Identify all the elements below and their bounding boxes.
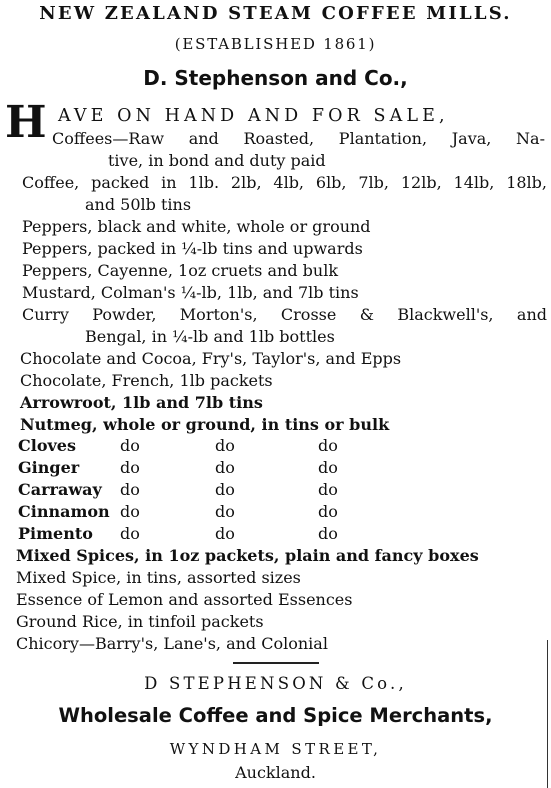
ditto-mark: do — [215, 436, 235, 455]
ditto-mark: do — [120, 524, 140, 543]
ditto-mark: do — [215, 458, 235, 477]
item-coffee-packed-cont: and 50lb tins — [85, 195, 192, 214]
ditto-mark: do — [318, 436, 338, 455]
item-mixed-spices-packets: Mixed Spices, in 1oz packets, plain and fancy boxes — [16, 546, 479, 565]
item-ground-rice: Ground Rice, in tinfoil packets — [16, 612, 264, 631]
ditto-mark: do — [120, 436, 140, 455]
firm-name-heading: D. Stephenson and Co., — [143, 66, 408, 90]
item-coffee-packed: Coffee, packed in 1lb. 2lb, 4lb, 6lb, 7lb, 12lb, 14lb, 18lb, — [22, 173, 547, 192]
ditto-mark: do — [318, 458, 338, 477]
item-curry: Curry Powder, Morton's, Crosse & Blackwell's, and — [22, 305, 547, 324]
ditto-mark: do — [215, 480, 235, 499]
footer-city: Auckland. — [235, 763, 316, 782]
ditto-mark: do — [318, 524, 338, 543]
item-peppers-cayenne: Peppers, Cayenne, 1oz cruets and bulk — [22, 261, 339, 280]
intro-line: AVE ON HAND AND FOR SALE, — [58, 106, 449, 126]
ditto-mark: do — [318, 502, 338, 521]
ditto-mark: do — [215, 502, 235, 521]
ditto-mark: do — [318, 480, 338, 499]
ditto-mark: do — [120, 502, 140, 521]
spice-name: Cloves — [18, 436, 76, 455]
drop-cap: H — [5, 97, 47, 148]
item-mustard: Mustard, Colman's ¼-lb, 1lb, and 7lb tins — [22, 283, 359, 302]
item-coffees: Coffees—Raw and Roasted, Plantation, Java, Na- — [52, 129, 545, 148]
ditto-mark: do — [120, 458, 140, 477]
divider-rule — [233, 662, 319, 664]
item-nutmeg: Nutmeg, whole or ground, in tins or bulk — [20, 415, 390, 434]
footer-firm-name: D STEPHENSON & Co., — [144, 674, 407, 693]
ditto-mark: do — [215, 524, 235, 543]
spice-name: Cinnamon — [18, 502, 110, 521]
item-peppers-black: Peppers, black and white, whole or ground — [22, 217, 371, 236]
item-chocolate-cocoa: Chocolate and Cocoa, Fry's, Taylor's, and Epps — [20, 349, 402, 368]
spice-name: Ginger — [18, 458, 80, 477]
spice-name: Carraway — [18, 480, 102, 499]
item-chicory: Chicory—Barry's, Lane's, and Colonial — [16, 634, 328, 653]
item-arrowroot: Arrowroot, 1lb and 7lb tins — [20, 393, 263, 412]
established-line: (ESTABLISHED 1861) — [174, 35, 377, 53]
item-essence-lemon: Essence of Lemon and assorted Essences — [16, 590, 353, 609]
ditto-mark: do — [120, 480, 140, 499]
mills-heading: NEW ZEALAND STEAM COFFEE MILLS. — [39, 3, 512, 24]
item-curry-cont: Bengal, in ¼-lb and 1lb bottles — [85, 327, 335, 346]
footer-street: WYNDHAM STREET, — [169, 740, 382, 758]
footer-tagline: Wholesale Coffee and Spice Merchants, — [58, 704, 493, 727]
item-peppers-packed: Peppers, packed in ¼-lb tins and upwards — [22, 239, 363, 258]
spice-name: Pimento — [18, 524, 93, 543]
item-coffees-cont: tive, in bond and duty paid — [108, 151, 326, 170]
item-mixed-spice-tins: Mixed Spice, in tins, assorted sizes — [16, 568, 301, 587]
item-chocolate-french: Chocolate, French, 1lb packets — [20, 371, 273, 390]
